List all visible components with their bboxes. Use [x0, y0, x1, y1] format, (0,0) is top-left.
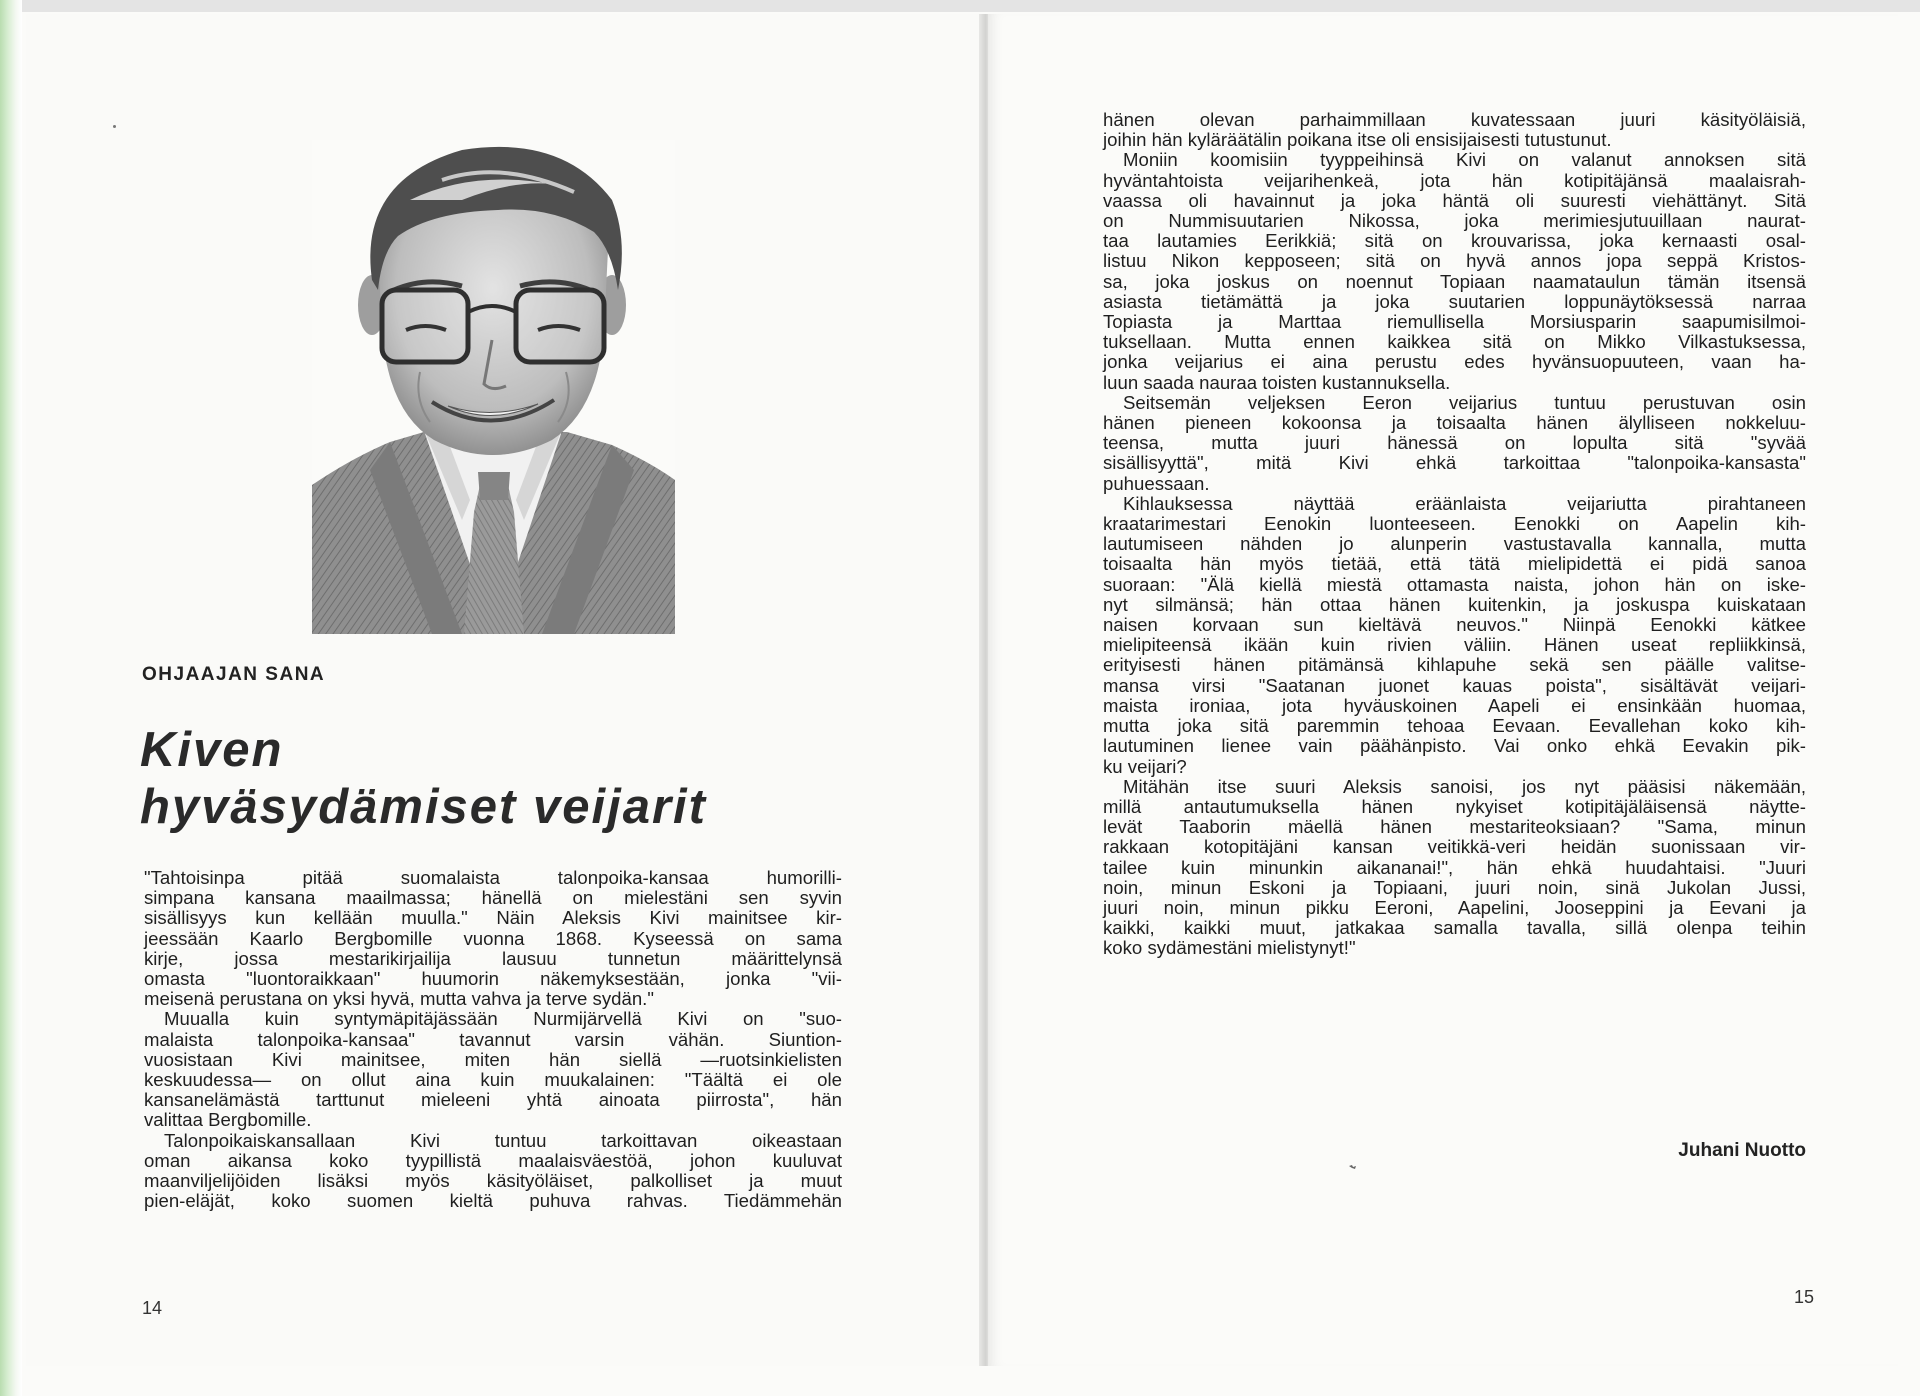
text-line: ku veijari?	[1103, 755, 1187, 777]
text-line: oman aikansa koko tyypillistä maalaisväestöä, johon kuuluvat	[144, 1149, 842, 1171]
text-line: listuu Nikon kepposeen; sitä on hyvä annos jopa seppä Kristos-	[1103, 250, 1806, 272]
text-line: tailee kuin minunkin aikananai!", hän ehkä huudahtaisi. "Juuri	[1103, 856, 1806, 878]
page-number-left: 14	[142, 1298, 163, 1318]
page-number-right: 15	[1794, 1287, 1815, 1307]
text-line: teensa, mutta juuri hänessä on lopulta sitä "syvää	[1103, 432, 1806, 454]
title-line-1: Kiven	[140, 723, 284, 777]
title-line-2: hyväsydämiset veijarit	[140, 780, 707, 834]
section-kicker: OHJAAJAN SANA	[142, 664, 326, 685]
text-line: suoraan: "Älä kiellä miestä ottamasta naista, johon hän on iske-	[1103, 573, 1806, 595]
text-line: kansanelämästä tarttunut mieleeni yhtä ainoata piirrosta", hän	[144, 1089, 842, 1111]
text-line: jonka veijarius ei aina perustu edes hyvänsuopuuteen, vaan ha-	[1103, 351, 1806, 373]
text-line: malaista talonpoika-kansaa" tavannut varsin vähän. Siuntion-	[144, 1028, 842, 1050]
text-line: "Tahtoisinpa pitää suomalaista talonpoika-kansaa humorilli-	[144, 867, 842, 888]
ink-mark	[1349, 1164, 1357, 1170]
text-line: maanviljelijöiden lisäksi myös käsityöläiset, palkolliset ja muut	[144, 1170, 842, 1192]
binding-edge	[0, 0, 22, 1396]
text-line: hänen olevan parhaimmillaan kuvatessaan juuri käsityöläisiä,	[1103, 109, 1806, 130]
text-line: puhuessaan.	[1103, 472, 1210, 494]
text-line: millä antautumuksella hänen nykyiset kotipitäjäläisensä näytte-	[1103, 795, 1806, 817]
text-line: Topiasta ja Marttaa riemullisella Morsiusparin saapumisilmoi-	[1103, 311, 1806, 333]
left-text-column	[144, 868, 842, 1211]
text-line: pien-eläjät, koko suomen kieltä puhuva rahvas. Tiedämmehän	[144, 1190, 842, 1212]
article-title	[140, 722, 707, 836]
text-line: omasta "luontoraikkaan" huumorin näkemyksestään, jonka "vii-	[144, 968, 842, 990]
text-line: on Nummisuutarien Nikossa, joka merimiesjutuuillaan naurat-	[1103, 210, 1806, 232]
text-line: rakkaan kotopitäjäni kansan veitikkä-veri heidän suonissaan vir-	[1103, 836, 1806, 858]
text-line: koko sydämestäni mielistynyt!"	[1103, 937, 1356, 959]
text-line: sa, joka joskus on noennut Topiaan naamataulun tämän itsensä	[1103, 270, 1806, 292]
text-line: vuosistaan Kivi mainitsee, miten hän siellä —ruotsinkielisten	[144, 1048, 842, 1070]
text-line: kaikki, kaikki muut, jatkakaa samalla tavalla, sillä olenpa teihin	[1103, 917, 1806, 939]
text-line: joihin hän kyläräätälin poikana itse oli ensisijaisesti tutustunut.	[1103, 129, 1612, 151]
text-line: taa lautamies Eerikkiä; sitä on krouvarissa, joka kernaasti osal-	[1103, 230, 1806, 252]
text-line: Kihlauksessa näyttää eräänlaista veijariutta pirahtaneen	[1123, 492, 1806, 514]
text-line: tuksellaan. Mutta ennen kaikkea sitä on Mikko Vilkastuksessa,	[1103, 331, 1806, 353]
text-line: lautuminen lienee vain päähänpisto. Vai onko ehkä Eevakin pik-	[1103, 735, 1806, 757]
text-line: nyt silmänsä; hän ottaa hänen kuitenkin, ja joskuspa kuiskataan	[1103, 593, 1806, 615]
text-line: hänen pieneen kokoonsa ja toisaalta hänen älylliseen nokkeluu-	[1103, 412, 1806, 434]
text-line: valittaa Bergbomille.	[144, 1109, 312, 1131]
text-line: sisällisyys kun kellään muulla." Näin Aleksis Kivi mainitsee kir-	[144, 907, 842, 929]
text-line: mielipiteensä ikään kuin rivien väliin. Hänen useat repliikkinsä,	[1103, 634, 1806, 656]
text-line: Muualla kuin syntymäpitäjässään Nurmijärvellä Kivi on "suo-	[164, 1008, 842, 1030]
print-speck	[113, 125, 116, 128]
text-line: keskuudessa— on ollut aina kuin muukalainen: "Täältä ei ole	[144, 1069, 842, 1091]
text-line: kraatarimestari Eenokin luonteeseen. Eenokki on Aapelin kih-	[1103, 513, 1806, 535]
text-line: asiasta tietämättä ja joka suutarien loppunäytöksessä narraa	[1103, 290, 1806, 312]
text-line: mutta joka sitä paremmin tehoaa Eevaan. Eevallehan koko kih-	[1103, 715, 1806, 737]
text-line: Mitähän itse suuri Aleksis sanoisi, jos nyt pääsisi näkemään,	[1123, 775, 1806, 797]
text-line: noin, minun Eskoni ja Topiaani, juuri noin, sinä Jukolan Jussi,	[1103, 876, 1806, 898]
text-line: lautumiseen nähden jo alunperin vastustavalla kannalla, mutta	[1103, 533, 1806, 555]
author-signature: Juhani Nuotto	[1678, 1140, 1806, 1161]
text-line: maista ironiaa, jota hyväuskoinen Aapeli ei ensinkään huomaa,	[1103, 694, 1806, 716]
scanner-top-bar	[0, 0, 1920, 12]
text-line: juuri noin, minun pikku Eeroni, Aapelini, Jooseppini ja Eevani ja	[1103, 896, 1806, 918]
text-line: kirje, jossa mestarikirjailija lausuu tunnetun määrittelynsä	[144, 947, 842, 969]
text-line: luun saada nauraa toisten kustannuksella.	[1103, 371, 1451, 393]
text-line: Seitsemän veljeksen Eeron veijarius tuntuu perustuvan osin	[1123, 391, 1806, 413]
text-line: naisen korvaan sun kieltävä neuvos." Niinpä Eenokki kätkee	[1103, 614, 1806, 636]
text-line: sisällisyyttä", mitä Kivi ehkä tarkoittaa "talonpoika-kansasta"	[1103, 452, 1806, 474]
right-text-column	[1103, 110, 1806, 959]
portrait-photo	[312, 140, 675, 634]
text-line: erityisesti hänen pitämänsä kihlapuhe sekä sen päälle valitse-	[1103, 654, 1806, 676]
text-line: hyväntahtoista veijarihenkeä, jota hän kotipitäjänsä maalaisrah-	[1103, 169, 1806, 191]
text-line: vaassa oli havainnut ja joka häntä oli suuresti viehättänyt. Sitä	[1103, 189, 1806, 211]
text-line: levät Taaborin mäellä hänen mestariteoksiaan? "Sama, minun	[1103, 816, 1806, 838]
portrait-icon	[312, 140, 675, 634]
text-line: jeessään Kaarlo Bergbomille vuonna 1868. Kyseessä on sama	[144, 927, 842, 949]
text-line: Talonpoikaiskansallaan Kivi tuntuu tarkoittavan oikeastaan	[164, 1129, 842, 1151]
text-line: toisaalta hän myös tietää, että tätä mielipidettä ei pidä sanoa	[1103, 553, 1806, 575]
text-line: meisenä perustana on yksi hyvä, mutta vahva ja terve sydän."	[144, 988, 654, 1010]
text-line: simpana kansana maailmassa; hänellä on mielestäni sen syvin	[144, 887, 842, 909]
text-line: mansa virsi "Saatanan juonet kauas poista", sisältävät veijari-	[1103, 674, 1806, 696]
text-line: Moniin koomisiin tyyppeihinsä Kivi on valanut annoksen sitä	[1123, 149, 1806, 171]
